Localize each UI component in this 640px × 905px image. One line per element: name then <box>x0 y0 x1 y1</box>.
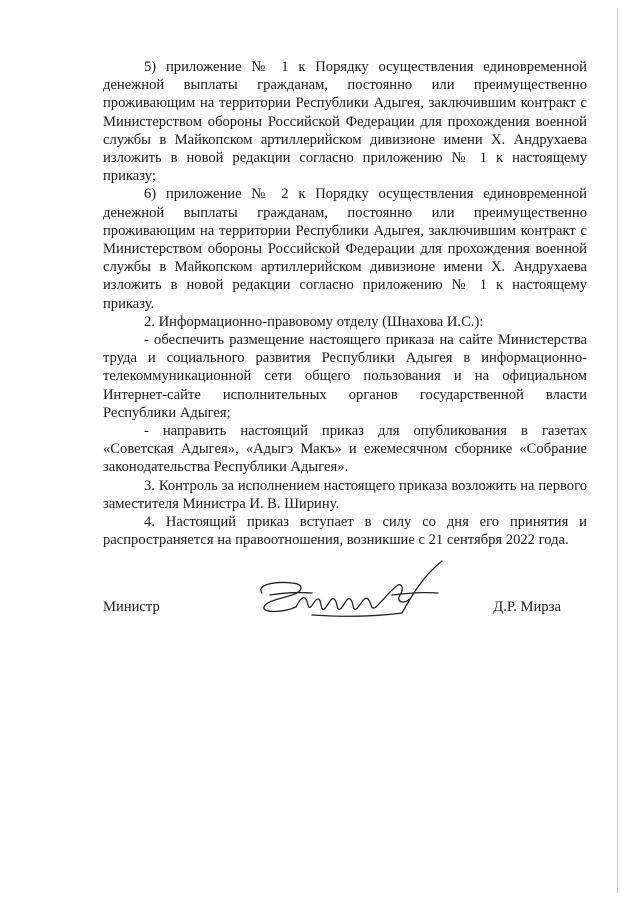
scan-edge-line <box>617 8 618 893</box>
paragraph-item-5: 5) приложение № 1 к Порядку осуществления единовременной денежной выплаты гражданам, постоянно или преимущественно проживающим на территории Республики Адыгея, заключившим контракт с Министерством обороны Российской Федерации для прохождения военной службы в Майкопском артиллерийском дивизионе имени Х. Андрухаева изложить в новой редакции согласно приложению № 1 к настоящему приказу; <box>103 59 587 185</box>
paragraph-section-4: 4. Настоящий приказ вступает в силу со дня его принятия и распространяется на правоотношения, возникшие с 21 сентября 2022 года. <box>103 514 587 549</box>
paragraph-item-6: 6) приложение № 2 к Порядку осуществления единовременной денежной выплаты гражданам, постоянно или преимущественно проживающим на территории Республики Адыгея, заключившим контракт с Министерством обороны Российской Федерации для прохождения военной службы в Майкопском артиллерийском дивизионе имени Х. Андрухаева изложить в новой редакции согласно приложению № 1 к настоящему приказу. <box>103 186 587 312</box>
document-body <box>103 58 587 549</box>
signatory-title: Министр <box>103 599 160 615</box>
paragraph-publish-site: - обеспечить размещение настоящего приказа на сайте Министерства труда и социального развития Республики Адыгея в информационно-телекоммуникационной сети общего пользования и на официальном Интернет-сайте исполнительных органов государственной власти Республики Адыгея; <box>103 332 587 421</box>
paragraph-section-2: 2. Информационно-правовому отделу (Шнахова И.С.): <box>144 313 484 330</box>
signatory-name: Д.Р. Мирза <box>493 599 561 615</box>
paragraph-section-3: 3. Контроль за исполнением настоящего приказа возложить на первого заместителя Министра И. В. Ширину. <box>103 477 587 512</box>
paragraph-publish-newspapers: - направить настоящий приказ для опубликования в газетах «Советская Адыгея», «Адыгэ Макъ» и ежемесячном сборнике «Собрание законодательства Республики Адыгея». <box>103 423 587 476</box>
handwritten-signature <box>252 555 472 635</box>
